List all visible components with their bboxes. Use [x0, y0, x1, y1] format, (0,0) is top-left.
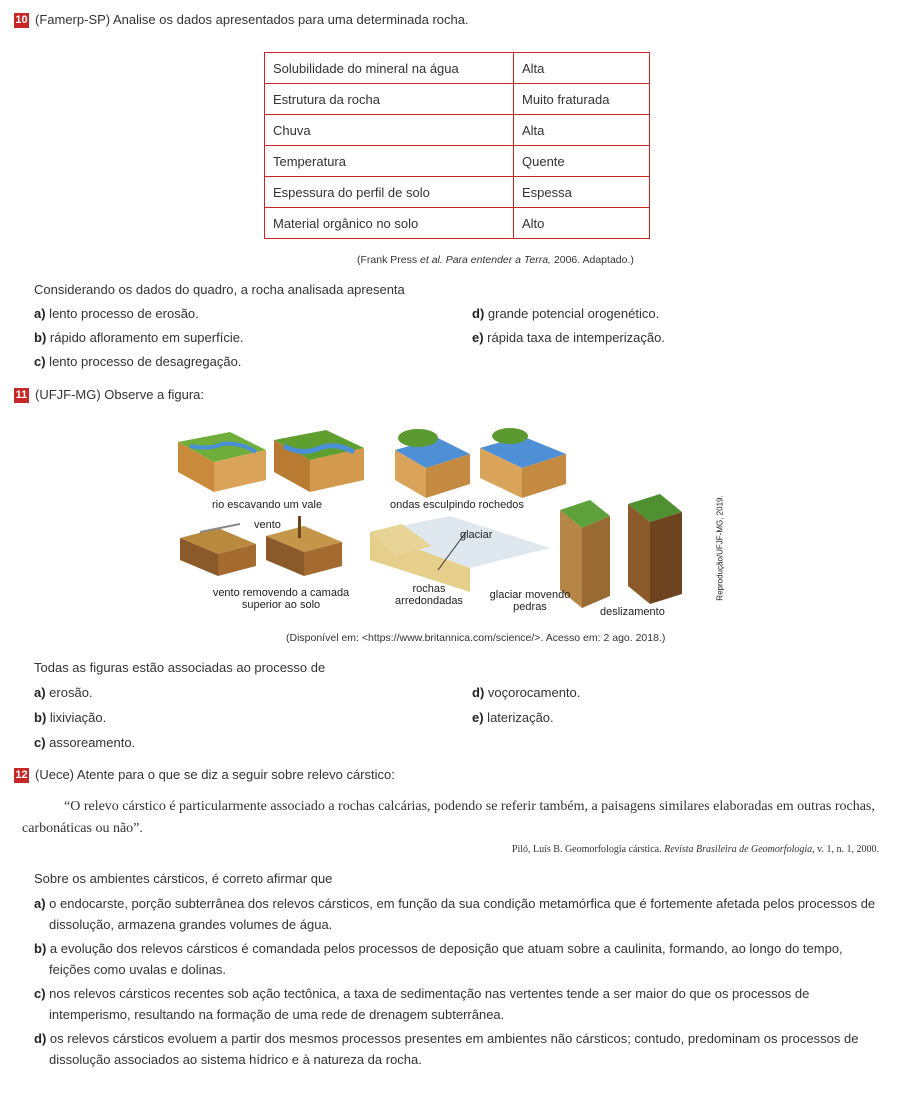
table-row: Temperatura Quente [265, 146, 650, 177]
table-row: Estrutura da rocha Muito fraturada [265, 84, 650, 115]
label-landslide: deslizamento [600, 606, 665, 618]
river-valley-block-1 [178, 432, 266, 492]
q10-option-b[interactable]: b) rápido afloramento em superfície. [34, 330, 244, 345]
label-wind-removing: vento removendo a camada superior ao solo [212, 587, 350, 611]
table-row: Solubilidade do mineral na água Alta [265, 53, 650, 84]
q12-options [34, 893, 880, 1070]
q10-stem: 10 (Famerp-SP) Analise os dados apresentados para uma determinada rocha. [15, 12, 469, 27]
q10-source: (Frank Press et al. Para entender a Terra, 2006. Adaptado.) [357, 254, 634, 266]
q10-option-e[interactable]: e) rápida taxa de intemperização. [472, 330, 665, 345]
wind-block-1 [180, 524, 256, 576]
q12-citation: Piló, Luís B. Geomorfologia cárstica. Revista Brasileira de Geomorfologia, v. 1, n. 1, 2000. [511, 844, 879, 855]
q12-number: 12 [15, 769, 28, 781]
q12-option-a[interactable]: a) o endocarste, porção subterrânea dos relevos cársticos, em função da sua condição metamórfica que é fortemente afetada pelos processos de dissolução, armazena grandes volumes de água. [34, 896, 876, 932]
q12-option-b[interactable]: b) a evolução dos relevos cársticos é comandada pelos processos de deposição que atuam sobre a caulinita, formando, ao longo do tempo, feições como uvalas e dolinas. [34, 941, 843, 977]
table-row: Espessura do perfil de solo Espessa [265, 177, 650, 208]
table-row: Material orgânico no solo Alto [265, 208, 650, 239]
q10-option-c[interactable]: c) lento processo de desagregação. [34, 354, 242, 369]
q11-option-d[interactable]: d) voçorocamento. [472, 685, 581, 700]
table-row: Chuva Alta [265, 115, 650, 146]
q12-question: Sobre os ambientes cársticos, é correto afirmar que [34, 871, 333, 886]
q10-option-d[interactable]: d) grande potencial orogenético. [472, 306, 660, 321]
label-sea-cliffs: ondas esculpindo rochedos [390, 499, 524, 511]
sea-cliff-block-1 [395, 429, 470, 498]
q11-option-a[interactable]: a) erosão. [34, 685, 93, 700]
label-glacier: glaciar [460, 529, 493, 541]
q11-option-e[interactable]: e) laterização. [472, 710, 554, 725]
landslide-block-2 [628, 494, 682, 604]
sea-cliff-block-2 [480, 428, 566, 498]
q11-option-b[interactable]: b) lixiviação. [34, 710, 107, 725]
label-wind: vento [254, 519, 281, 531]
label-river-valley: rio escavando um vale [212, 499, 323, 511]
q12-option-c[interactable]: c) nos relevos cársticos recentes sob ação tectônica, a taxa de sedimentação nas vertentes tende a ser maior do que os processos de intemperismo, resultando na formação de uma rede de drenagem subterrânea. [34, 986, 810, 1022]
river-valley-block-2 [274, 430, 364, 492]
rock-data-table [264, 52, 650, 239]
q12-stem: 12 (Uece) Atente para o que se diz a seguir sobre relevo cárstico: [15, 767, 395, 782]
q10-question: Considerando os dados do quadro, a rocha analisada apresenta [34, 282, 405, 297]
figure-credit: Reprodução/UFJF-MG, 2019. [715, 495, 725, 601]
label-glacier-moving-stones: glaciar movendo pedras [489, 589, 571, 613]
q11-source: (Disponível em: <https://www.britannica.com/science/>. Acesso em: 2 ago. 2018.) [286, 632, 666, 644]
q11-stem: 11 (UFJF-MG) Observe a figura: [15, 387, 205, 402]
label-rounded-rocks: rochas arredondadas [395, 583, 463, 607]
q11-option-c[interactable]: c) assoreamento. [34, 735, 136, 750]
q11-number: 11 [15, 389, 28, 401]
q12-quote: “O relevo cárstico é particularmente associado a rochas calcárias, podendo se referir também, a paisagens similares elaboradas em outras rochas, carbonáticas ou não”. [22, 799, 875, 836]
glacier-block [370, 516, 550, 592]
q11-question: Todas as figuras estão associadas ao processo de [34, 660, 326, 675]
q12-option-d[interactable]: d) os relevos cársticos evoluem a partir dos mesmos processos presentes em ambientes não cársticos; contudo, predominam os processos de dissolução associados ao sistema hídrico e à natureza da rocha. [34, 1031, 859, 1067]
q10-number: 10 [15, 14, 28, 26]
q10-option-a[interactable]: a) lento processo de erosão. [34, 306, 199, 321]
